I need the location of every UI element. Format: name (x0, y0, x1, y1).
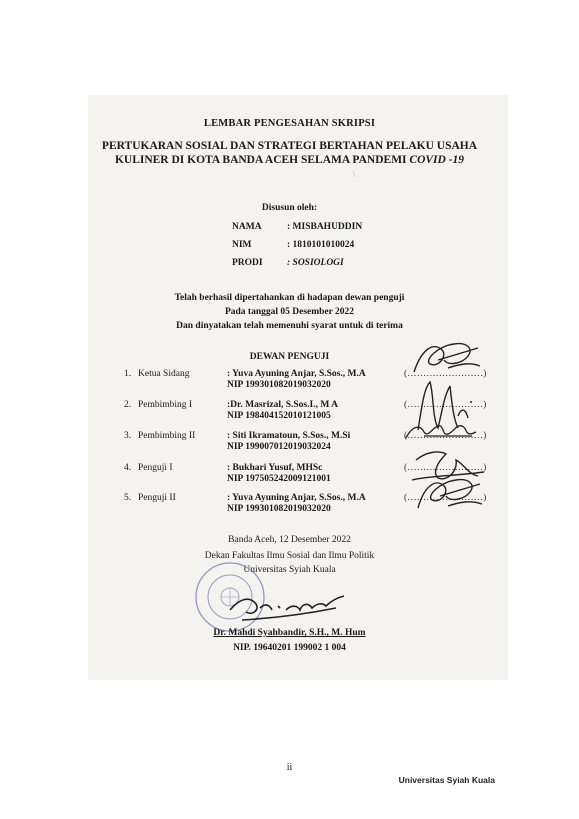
title-line-2-plain: KULINER DI KOTA BANDA ACEH SELAMA PANDEMI (114, 154, 410, 166)
examiner-number: 1. (124, 369, 132, 379)
examiner-number: 3. (124, 431, 132, 441)
examiner-3-signature (402, 418, 480, 444)
dean-nip: NIP. 19640201 199002 1 004 (233, 643, 346, 653)
thesis-title (0, 139, 579, 167)
dean-title: Dekan Fakultas Ilmu Sosial dan Ilmu Politik (204, 551, 375, 561)
examiner-nip: NIP 199007012019032024 (227, 442, 331, 452)
title-line-1: PERTUKARAN SOSIAL DAN STRATEGI BERTAHAN PELAKU USAHA (101, 140, 478, 152)
identity-value: : MISBAHUDDIN (287, 222, 363, 232)
university-name: Universitas Syiah Kuala (243, 565, 336, 575)
examiner-number: 4. (124, 463, 132, 473)
examiner-1-signature (408, 338, 486, 378)
examiner-nip: NIP 197505242009121001 (227, 474, 331, 484)
statement-line-2: Pada tanggal 05 Desember 2022 (224, 307, 355, 317)
dean-signature (226, 584, 350, 626)
signature-line: (……………………) (404, 463, 487, 473)
examiner-nip: NIP 198404152010121005 (227, 411, 331, 421)
identity-value: : SOSIOLOGI (287, 258, 344, 268)
identity-key: NAMA (232, 222, 262, 232)
signature-line: (……………………) (404, 400, 487, 410)
examiner-name: :Dr. Masrizal, S.Sos.I., M A (227, 400, 339, 410)
statement-line-1: Telah berhasil dipertahankan di hadapan dewan penguji (174, 293, 405, 303)
examiner-role: Penguji II (138, 493, 176, 503)
stray-mark: \ (353, 170, 356, 179)
identity-value: : 1810101010024 (287, 240, 355, 250)
examiner-role: Penguji I (138, 463, 173, 473)
compiled-by-label: Disusun oleh: (261, 203, 318, 213)
signature-line: (……………………) (404, 431, 487, 441)
identity-key: NIM (232, 240, 252, 250)
defense-statement (0, 291, 579, 333)
statement-line-3: Dan dinyatakan telah memenuhi syarat untuk di terima (176, 321, 403, 331)
examiner-number: 5. (124, 493, 132, 503)
title-line-2-italic: COVID -19 (409, 154, 465, 166)
examiner-role: Ketua Sidang (138, 369, 190, 379)
title-line-2 (0, 153, 579, 167)
footer-university: Universitas Syiah Kuala (398, 775, 495, 785)
place-and-date: Banda Aceh, 12 Desember 2022 (228, 535, 351, 545)
signature-line: (……………………) (404, 369, 487, 379)
examiner-name: : Yuva Ayuning Anjar, S.Sos., M.A (227, 369, 366, 379)
examiner-nip: NIP 199301082019032020 (227, 504, 331, 514)
examiner-5-signature (412, 472, 486, 514)
dean-name: Dr. Mahdi Syahbandir, S.H., M. Hum (213, 628, 366, 638)
examiner-name: : Siti Ikramatoun, S.Sos., M.Si (227, 431, 351, 441)
examiner-nip: NIP 199301082019032020 (227, 380, 331, 390)
examiner-name: : Yuva Ayuning Anjar, S.Sos., M.A (227, 493, 366, 503)
identity-key: PRODI (232, 258, 263, 268)
examiner-role: Pembimbing I (138, 400, 193, 410)
examiner-role: Pembimbing II (138, 431, 196, 441)
examiner-name: : Bukhari Yusuf, MHSc (227, 463, 323, 473)
signature-line: (……………………) (404, 493, 487, 503)
page-number: ii (286, 762, 293, 773)
board-heading: DEWAN PENGUJI (249, 352, 330, 362)
document-heading: LEMBAR PENGESAHAN SKRIPSI (203, 118, 376, 129)
examiner-number: 2. (124, 400, 132, 410)
